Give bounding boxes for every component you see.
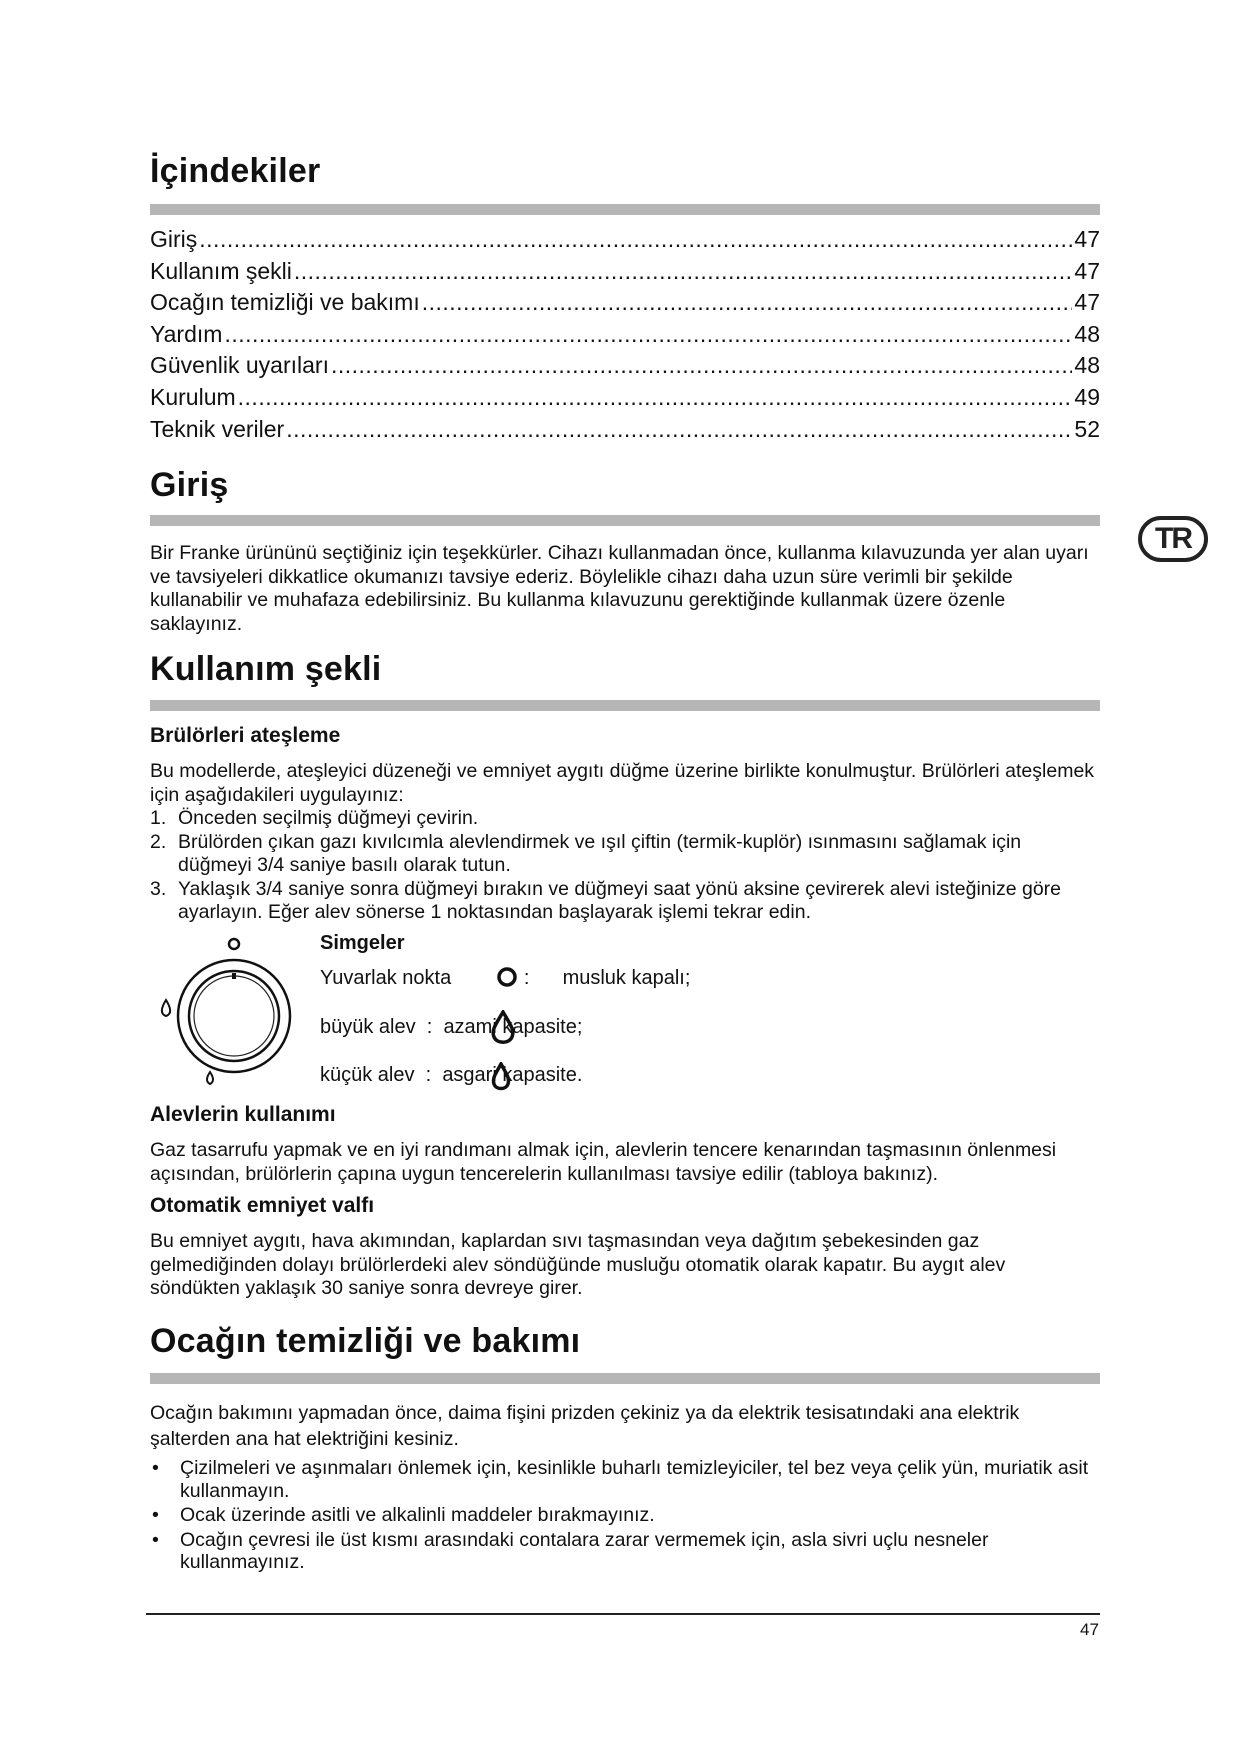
page-number: 47: [1080, 1620, 1099, 1639]
safety-valve-text: Bu emniyet aygıtı, hava akımından, kaplardan sıvı taşmasından veya dağıtım şebekesinden gaz gelmediğinden dolayı brülörlerdeki alev söndüğünde musluğu otomatik olarak kapatır. Bu aygıt alev söndükten yaklaşık 30 saniye sonra devreye girer.: [150, 1230, 1006, 1299]
ignition-text: Bu modellerde, ateşleyici düzeneği ve emniyet aygıtı düğme üzerine birlikte konulmuştur. Brülörleri ateşlemek için aşağıdakileri uygulayınız:: [150, 760, 1095, 806]
toc-entry[interactable]: Kurulum ..... 49: [150, 384, 1100, 416]
cleaning-rule: [150, 1373, 1100, 1384]
cleaning-title: Ocağın temizliği ve bakımı: [150, 1322, 581, 1360]
small-flame-icon: [488, 1062, 514, 1092]
cleaning-bullets: [150, 1457, 1100, 1576]
toc-title: İçindekiler: [150, 152, 321, 190]
toc-entry[interactable]: Giriş ..... 47: [150, 226, 1100, 258]
language-badge: TR: [1138, 516, 1208, 562]
flames-text: Gaz tasarrufu yapmak ve en iyi randımanı almak için, alevlerin tencere kenarından taşmasının önlenmesi açısından, brülörlerin çapına uygun tencerelerin kullanılması tavsiye edilir (tabloya bakınız).: [150, 1139, 1057, 1185]
intro-title: Giriş: [150, 466, 229, 504]
table-of-contents: [150, 226, 1100, 447]
list-item: • Çizilmeleri ve aşınmaları önlemek için, kesinlikle buharlı temizleyiciler, tel bez veya çelik yün, muriatik asit kullanmayın.: [152, 1457, 1089, 1502]
toc-entry[interactable]: Yardım ..... 48: [150, 321, 1100, 353]
toc-rule: [150, 204, 1100, 215]
symbol-row: küçük alev : asgari kapasite.: [320, 1064, 582, 1087]
list-item: 2. Brülörden çıkan gazı kıvılcımla alevlendirmek ve ışıl çiftin (termik-kuplör) ısınmasını sağlamak için düğmeyi 3/4 saniye basılı olarak tutun.: [150, 830, 1022, 876]
safety-valve-heading: Otomatik emniyet valfı: [150, 1194, 375, 1217]
toc-entry[interactable]: Ocağın temizliği ve bakımı ..... 47: [150, 289, 1100, 321]
ignition-steps: [150, 807, 1100, 925]
list-item: • Ocağın çevresi ile üst kısmı arasındaki contalara zarar vermemek için, asla sivri uçlu nesneler kullanmayınız.: [152, 1528, 989, 1573]
usage-title: Kullanım şekli: [150, 650, 382, 688]
intro-text: Bir Franke ürününü seçtiğiniz için teşekkürler. Cihazı kullanmadan önce, kullanma kılavuzunda yer alan uyarı ve tavsiyeleri dikkatlice okumanızı tavsiye ederiz. Böylelikle cihazı daha uzun süre verimli bir şekilde kullanabilir ve muhafaza edebilirsiniz. Bu kullanma kılavuzunu gerektiğinde kullanmak üzere özenle saklayınız.: [150, 542, 1089, 635]
toc-entry[interactable]: Güvenlik uyarıları ..... 48: [150, 352, 1100, 384]
ignition-heading: Brülörleri ateşleme: [150, 724, 341, 747]
symbols-legend: [150, 932, 850, 1092]
usage-rule: [150, 700, 1100, 711]
circle-dot-icon: [496, 966, 518, 988]
toc-entry[interactable]: Kullanım şekli ..... 47: [150, 258, 1100, 290]
symbols-heading: Simgeler: [320, 932, 405, 954]
symbol-row: Yuvarlak nokta : musluk kapalı;: [320, 967, 691, 989]
symbol-row: büyük alev : azami kapasite;: [320, 1016, 582, 1039]
cleaning-text: Ocağın bakımını yapmadan önce, daima fişini prizden çekiniz ya da elektrik tesisatındaki ana elektrik şalterden ana hat elektriğini kesiniz.: [150, 1402, 1020, 1450]
large-flame-icon: [488, 1010, 518, 1046]
footer-rule: [146, 1613, 1100, 1615]
list-item: 1. Önceden seçilmiş düğmeyi çevirin.: [150, 807, 479, 829]
list-item: 3. Yaklaşık 3/4 saniye sonra düğmeyi bırakın ve düğmeyi saat yönü aksine çevirerek alevi isteğinize göre ayarlayın. Eğer alev sönerse 1 noktasından başlayarak işlemi tekrar edin.: [150, 877, 1062, 923]
list-item: • Ocak üzerinde asitli ve alkalinli maddeler bırakmayınız.: [152, 1504, 655, 1526]
toc-entry[interactable]: Teknik veriler ..... 52: [150, 416, 1100, 448]
intro-rule: [150, 515, 1100, 526]
flames-heading: Alevlerin kullanımı: [150, 1103, 336, 1126]
